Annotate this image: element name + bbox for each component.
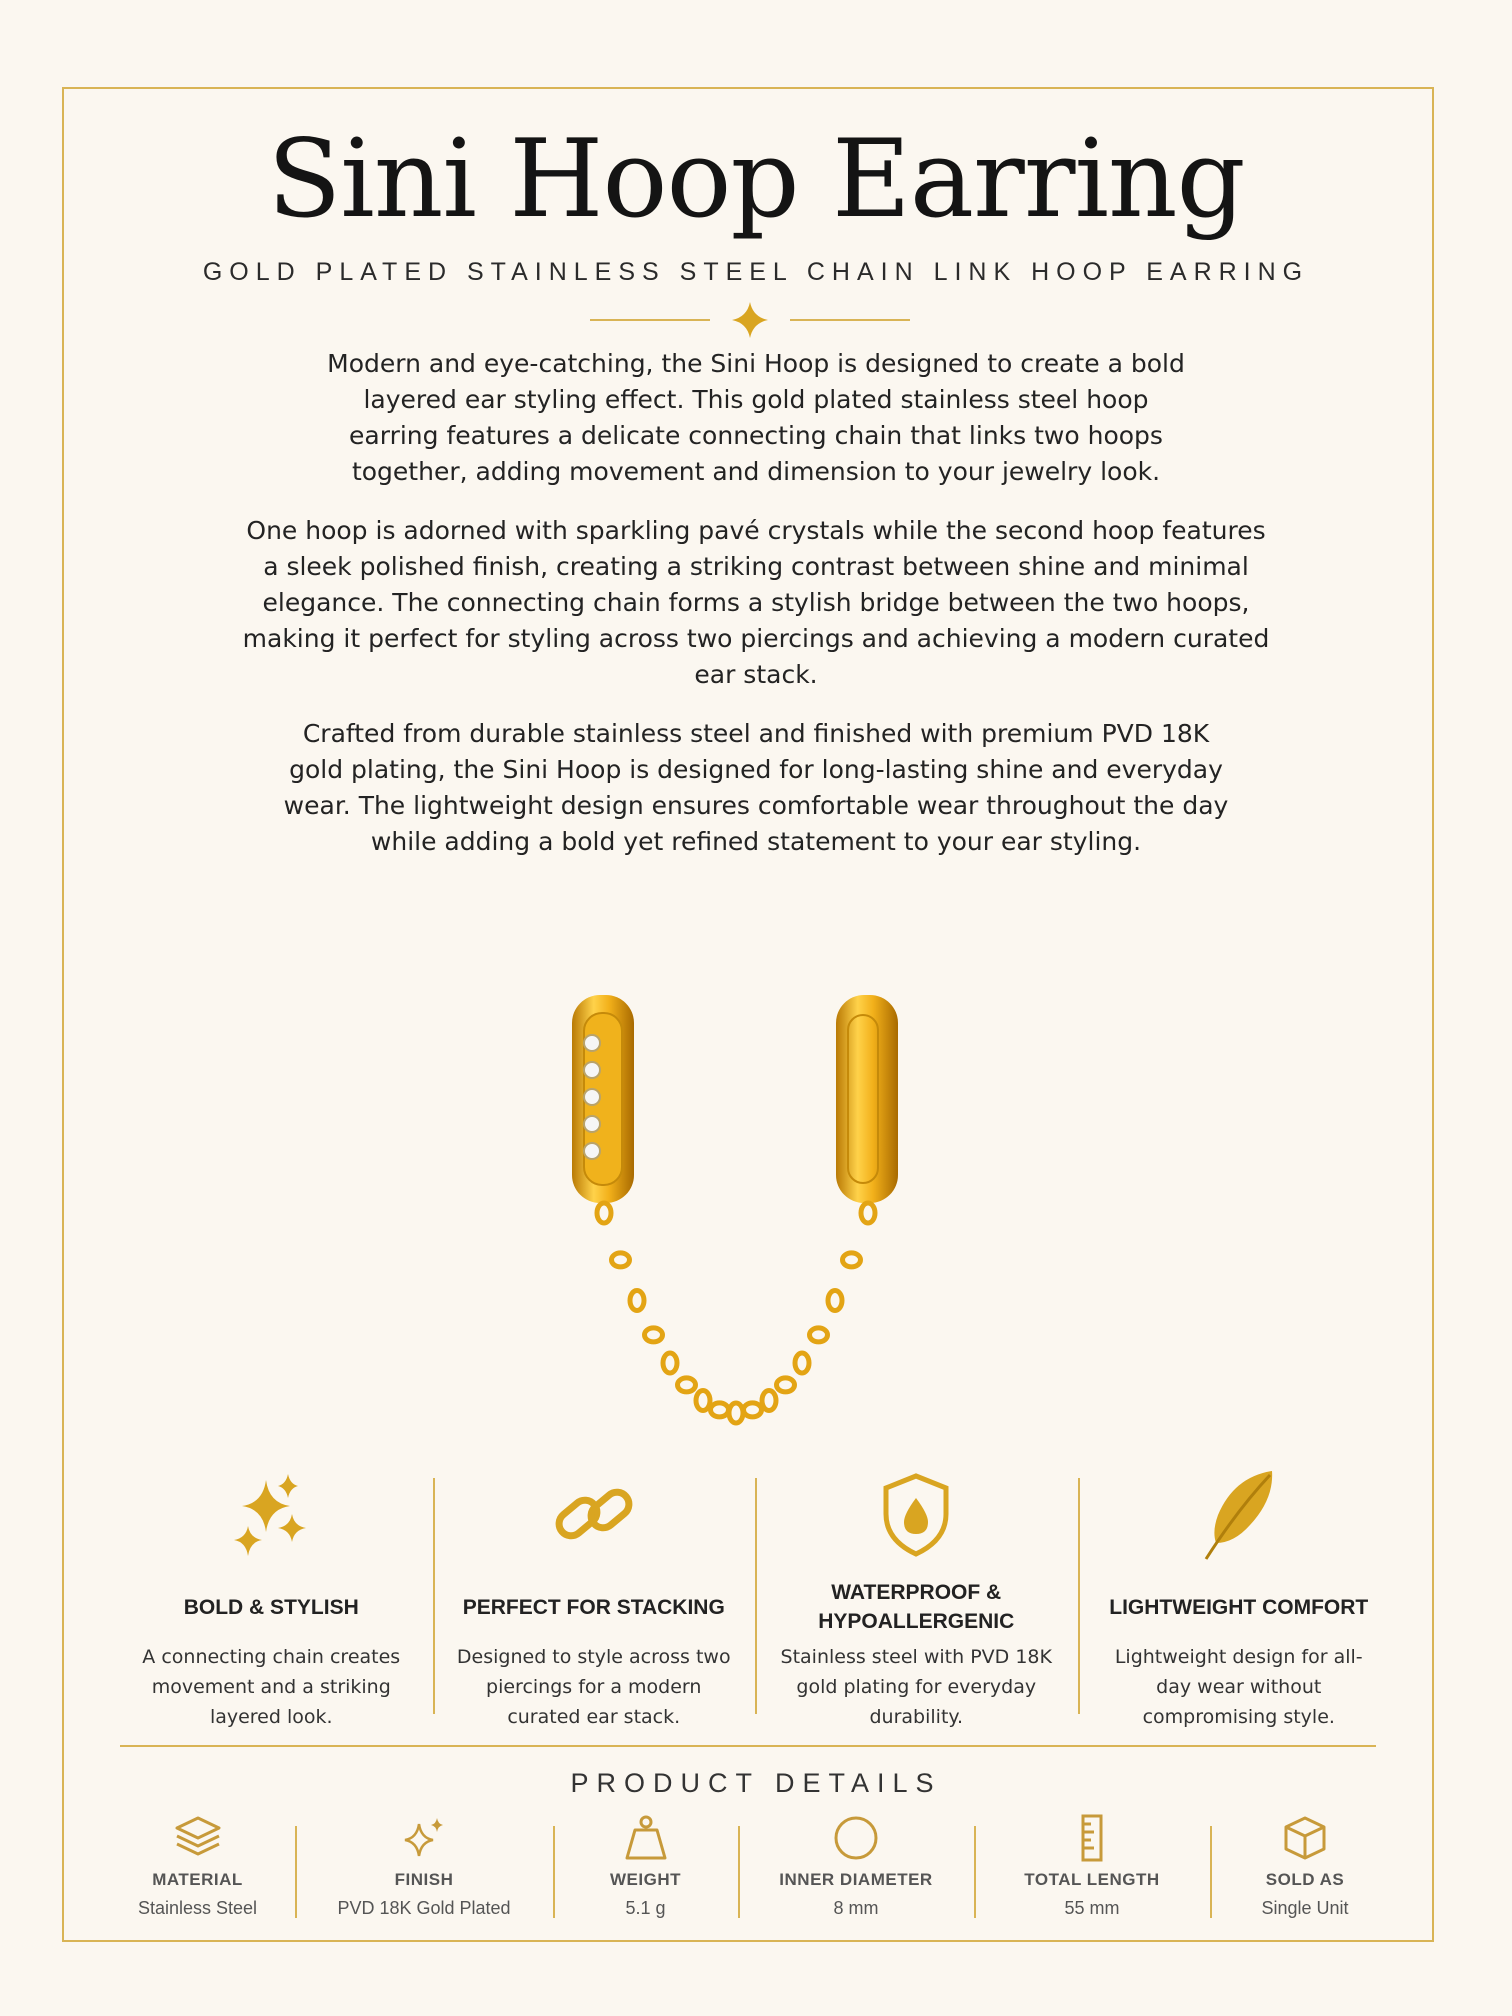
detail-weight (553, 1812, 738, 1932)
chain-link (711, 1403, 729, 1417)
feather-icon (1194, 1465, 1284, 1565)
detail-value: Single Unit (1261, 1898, 1349, 1918)
detail-label: FINISH (394, 1870, 454, 1889)
layers-icon (173, 1814, 223, 1862)
chain-link (645, 1328, 663, 1342)
detail-label: MATERIAL (152, 1870, 243, 1889)
description-paragraph: Modern and eye-catching, the Sini Hoop is designed to create a bold layered ear styling effect. This gold plated stainless steel hoop earring features a delicate connecting chain that links two hoops together, adding movement and dimension to your jewelry look. (327, 349, 1185, 486)
detail-total-length (974, 1812, 1210, 1932)
page-subtitle: GOLD PLATED STAINLESS STEEL CHAIN LINK HOOP EARRING (202, 258, 1310, 286)
detail-finish (295, 1812, 553, 1932)
chain-link (843, 1253, 861, 1267)
detail-label: INNER DIAMETER (779, 1870, 933, 1889)
detail-inner-diameter (738, 1812, 974, 1932)
weight-icon (621, 1814, 671, 1862)
feature-lightweight (1078, 1460, 1401, 1728)
chain-link-icon (549, 1470, 639, 1560)
features-row (110, 1460, 1400, 1728)
chain-link (612, 1253, 630, 1267)
feature-title: LIGHTWEIGHT COMFORT (1109, 1595, 1369, 1619)
feature-text: A connecting chain creates movement and a striking layered look. (142, 1646, 401, 1728)
chain-link (762, 1391, 776, 1411)
chain-link (828, 1291, 842, 1311)
detail-value: 55 mm (1064, 1898, 1120, 1918)
detail-sold-as (1210, 1812, 1400, 1932)
description-paragraph: One hoop is adorned with sparkling pavé crystals while the second hoop features a sleek polished finish, creating a striking contrast between shine and minimal elegance. The connecting chain forms a stylish bridge between the two hoops, making it perfect for styling across two piercings and achieving a modern curated ear stack. (242, 516, 1270, 689)
chain-link (777, 1378, 795, 1392)
chain-link (678, 1378, 696, 1392)
chain-link (861, 1203, 875, 1223)
chain-link (810, 1328, 828, 1342)
chain-link (630, 1291, 644, 1311)
circle-icon (831, 1814, 881, 1862)
chain-link (744, 1403, 762, 1417)
feature-waterproof (755, 1460, 1078, 1728)
page-title: Sini Hoop Earring (267, 117, 1245, 242)
detail-label: SOLD AS (1265, 1870, 1345, 1889)
feature-text: Designed to style across two piercings for a modern curated ear stack. (456, 1646, 731, 1728)
feature-title: PERFECT FOR STACKING (462, 1595, 725, 1619)
detail-value: 8 mm (833, 1898, 879, 1918)
chain-link (597, 1203, 611, 1223)
description-paragraph: Crafted from durable stainless steel and finished with premium PVD 18K gold plating, the Sini Hoop is designed for long-lasting shine and everyday wear. The lightweight design ensures comfortable wear throughout the day while adding a bold yet refined statement to your ear styling. (283, 719, 1229, 856)
shield-drop-icon (876, 1470, 956, 1560)
product-image (560, 985, 960, 1465)
feature-title: BOLD & STYLISH (183, 1595, 359, 1619)
detail-value: PVD 18K Gold Plated (337, 1898, 511, 1918)
chain-link (729, 1403, 743, 1423)
divider-star-icon (590, 300, 910, 340)
detail-value: 5.1 g (625, 1898, 666, 1918)
product-details-row (100, 1812, 1400, 1932)
feature-bold-stylish (110, 1460, 433, 1728)
detail-label: TOTAL LENGTH (1024, 1870, 1160, 1889)
detail-value: Stainless Steel (137, 1898, 258, 1918)
sparkles-icon (226, 1470, 316, 1560)
detail-material (100, 1812, 295, 1932)
product-details-title: PRODUCT DETAILS (570, 1768, 942, 1798)
detail-label: WEIGHT (610, 1870, 681, 1889)
feature-title: WATERPROOF & HYPOALLERGENIC (818, 1581, 1015, 1633)
chain-link (795, 1353, 809, 1373)
feature-text: Lightweight design for all-day wear without compromising style. (1114, 1646, 1363, 1728)
sparkle-icon (399, 1814, 449, 1862)
ruler-icon (1067, 1814, 1117, 1862)
feature-text: Stainless steel with PVD 18K gold plating for everyday durability. (780, 1646, 1052, 1728)
feature-stacking (433, 1460, 756, 1728)
box-icon (1280, 1814, 1330, 1862)
chain-link (663, 1353, 677, 1373)
chain-link (696, 1391, 710, 1411)
product-description (240, 346, 1272, 883)
section-divider (120, 1745, 1376, 1747)
